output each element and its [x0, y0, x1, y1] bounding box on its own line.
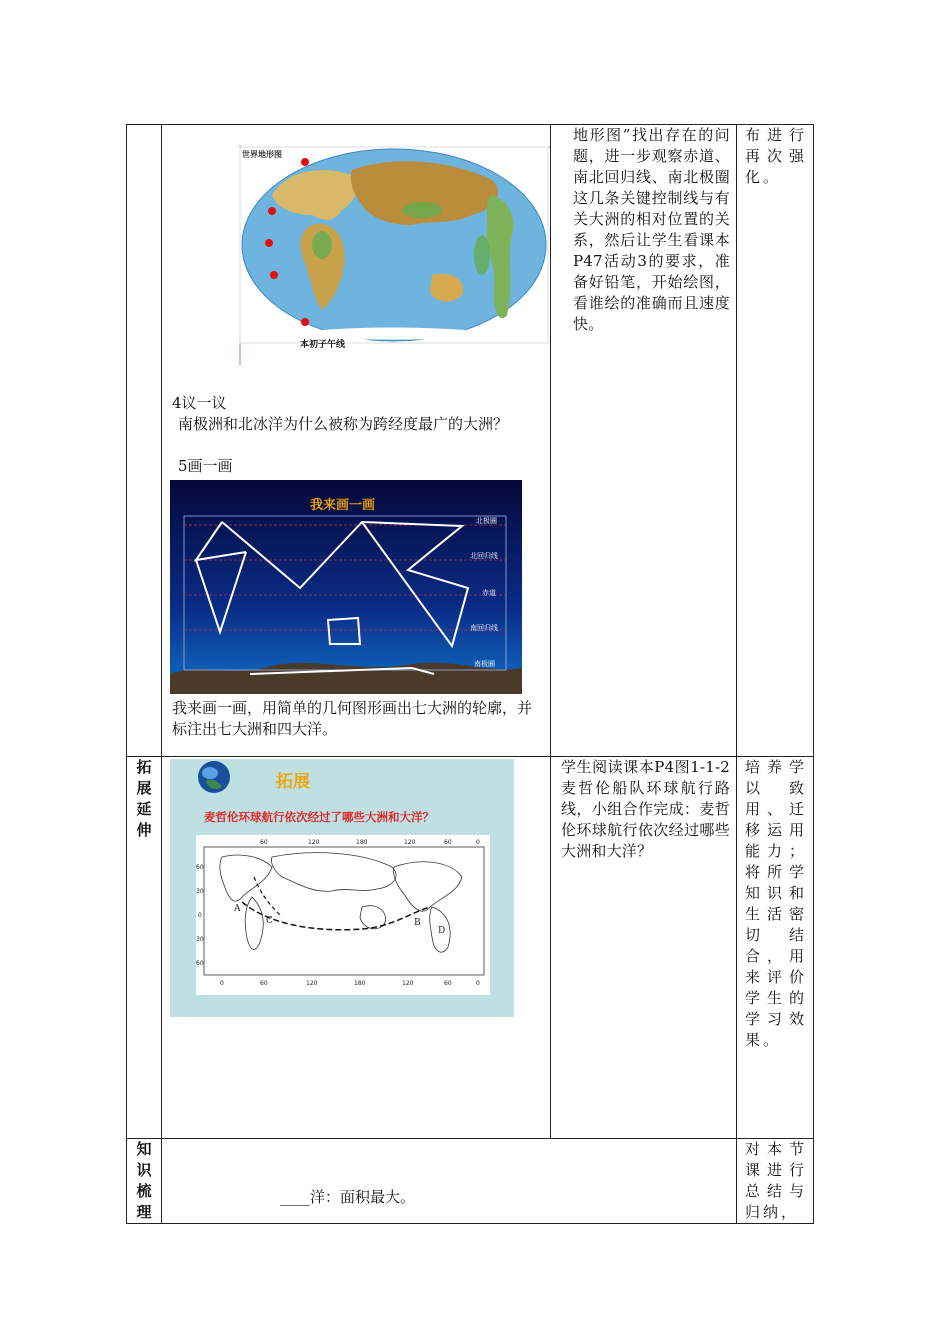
row2-label-char: 展: [136, 779, 152, 797]
top-tick: 120: [404, 839, 416, 846]
map-letter-b: B: [414, 918, 421, 928]
world-map-figure: [162, 125, 550, 393]
summary-text: ____洋：面积最大。: [280, 1188, 416, 1206]
row2-label-char: 伸: [136, 821, 152, 839]
row1-purpose-cell: 布进行再次强化。: [737, 125, 814, 757]
bottom-tick: 60: [260, 980, 268, 987]
map-marker: [265, 239, 273, 247]
row3-content-cell: [162, 1139, 737, 1224]
top-tick: 0: [476, 839, 480, 846]
bottom-tick: 120: [306, 980, 318, 987]
extension-slide: [162, 757, 550, 1021]
row2-label-char: 延: [136, 800, 152, 818]
line-label-capricorn: 南回归线: [470, 624, 498, 632]
left-tick: 30: [196, 888, 204, 895]
magellan-question: 麦哲伦环球航行依次经过了哪些大洲和大洋？: [204, 810, 434, 824]
map-letter-a: A: [234, 904, 241, 914]
draw-text: 我来画一画，用简单的几何图形画出七大洲的轮廓，并标注出七大洲和四大洋。: [172, 699, 533, 738]
draw-label: 5画一画: [178, 457, 233, 475]
row3-label-char: 识: [136, 1161, 152, 1179]
row3-label-char: 知: [136, 1140, 152, 1158]
row1-label-cell: [127, 125, 162, 757]
row2-label-char: 拓: [136, 758, 152, 776]
draw-slide-title: 我来画一画: [310, 498, 376, 513]
line-label-equator: 赤道: [482, 589, 496, 597]
row3-purpose-cell: 对本节课进行总结与归纳，: [737, 1139, 814, 1224]
row3-label-char: 理: [136, 1203, 152, 1221]
top-tick: 60: [444, 839, 452, 846]
row3-label-char: 梳: [136, 1182, 152, 1200]
bottom-tick: 60: [444, 980, 452, 987]
left-tick: 60: [196, 864, 204, 871]
world-terrain-map: [162, 125, 550, 393]
bottom-tick: 120: [402, 980, 414, 987]
row2-purpose-cell: 培养学以致用、迁移运用能力；将所学知识和生活密切结合，用来评价学生的学习效果。: [737, 757, 814, 1139]
row1-student-cell: 地形图”找出存在的问题，进一步观察赤道、南北回归线、南北极圈这几条关键控制线与有关大洲的相对位置的关系，然后让学生看课本P47活动3的要求，准备好铅笔，开始绘图，看谁绘的准确而且速度快。: [551, 125, 737, 757]
left-tick: 30: [196, 936, 204, 943]
row2-student-cell: 学生阅读课本P4图1-1-2麦哲伦船队环球航行路线，小组合作完成：麦哲伦环球航行依次经过哪些大洲和大洋？: [551, 757, 737, 1139]
top-tick: 120: [308, 839, 320, 846]
discuss-label: 4议一议: [172, 394, 227, 412]
map-letter-c: C: [266, 916, 273, 926]
table-row-extension: [127, 757, 814, 1139]
draw-slide: [162, 478, 550, 696]
map-title: 世界地形图: [242, 150, 282, 159]
lesson-plan-table: [126, 124, 814, 1224]
bottom-tick: 0: [220, 980, 224, 987]
left-tick: 0: [198, 912, 202, 919]
line-label-arctic: 北极圈: [476, 517, 497, 525]
bottom-tick: 180: [354, 980, 366, 987]
table-row-activity: [127, 125, 814, 757]
row2-label-cell: [127, 757, 162, 1139]
map-marker: [268, 207, 276, 215]
map-marker: [301, 158, 309, 166]
row1-content-cell: [162, 125, 551, 757]
bottom-tick: 0: [476, 980, 480, 987]
discuss-text: 南极洲和北冰洋为什么被称为跨经度最广的大洲？: [178, 415, 509, 433]
top-tick: 180: [356, 839, 368, 846]
left-tick: 60: [196, 960, 204, 967]
line-label-antarctic: 南极圈: [474, 660, 495, 668]
map-letter-d: D: [438, 926, 446, 936]
map-marker: [270, 271, 278, 279]
top-tick: 60: [260, 839, 268, 846]
row3-label-cell: [127, 1139, 162, 1224]
map-marker: [301, 318, 309, 326]
map-caption: 本初子午线: [300, 340, 346, 350]
row2-content-cell: [162, 757, 551, 1139]
line-label-cancer: 北回归线: [470, 552, 498, 560]
table-row-summary: [127, 1139, 814, 1224]
extension-slide-title: 拓展: [276, 772, 310, 792]
